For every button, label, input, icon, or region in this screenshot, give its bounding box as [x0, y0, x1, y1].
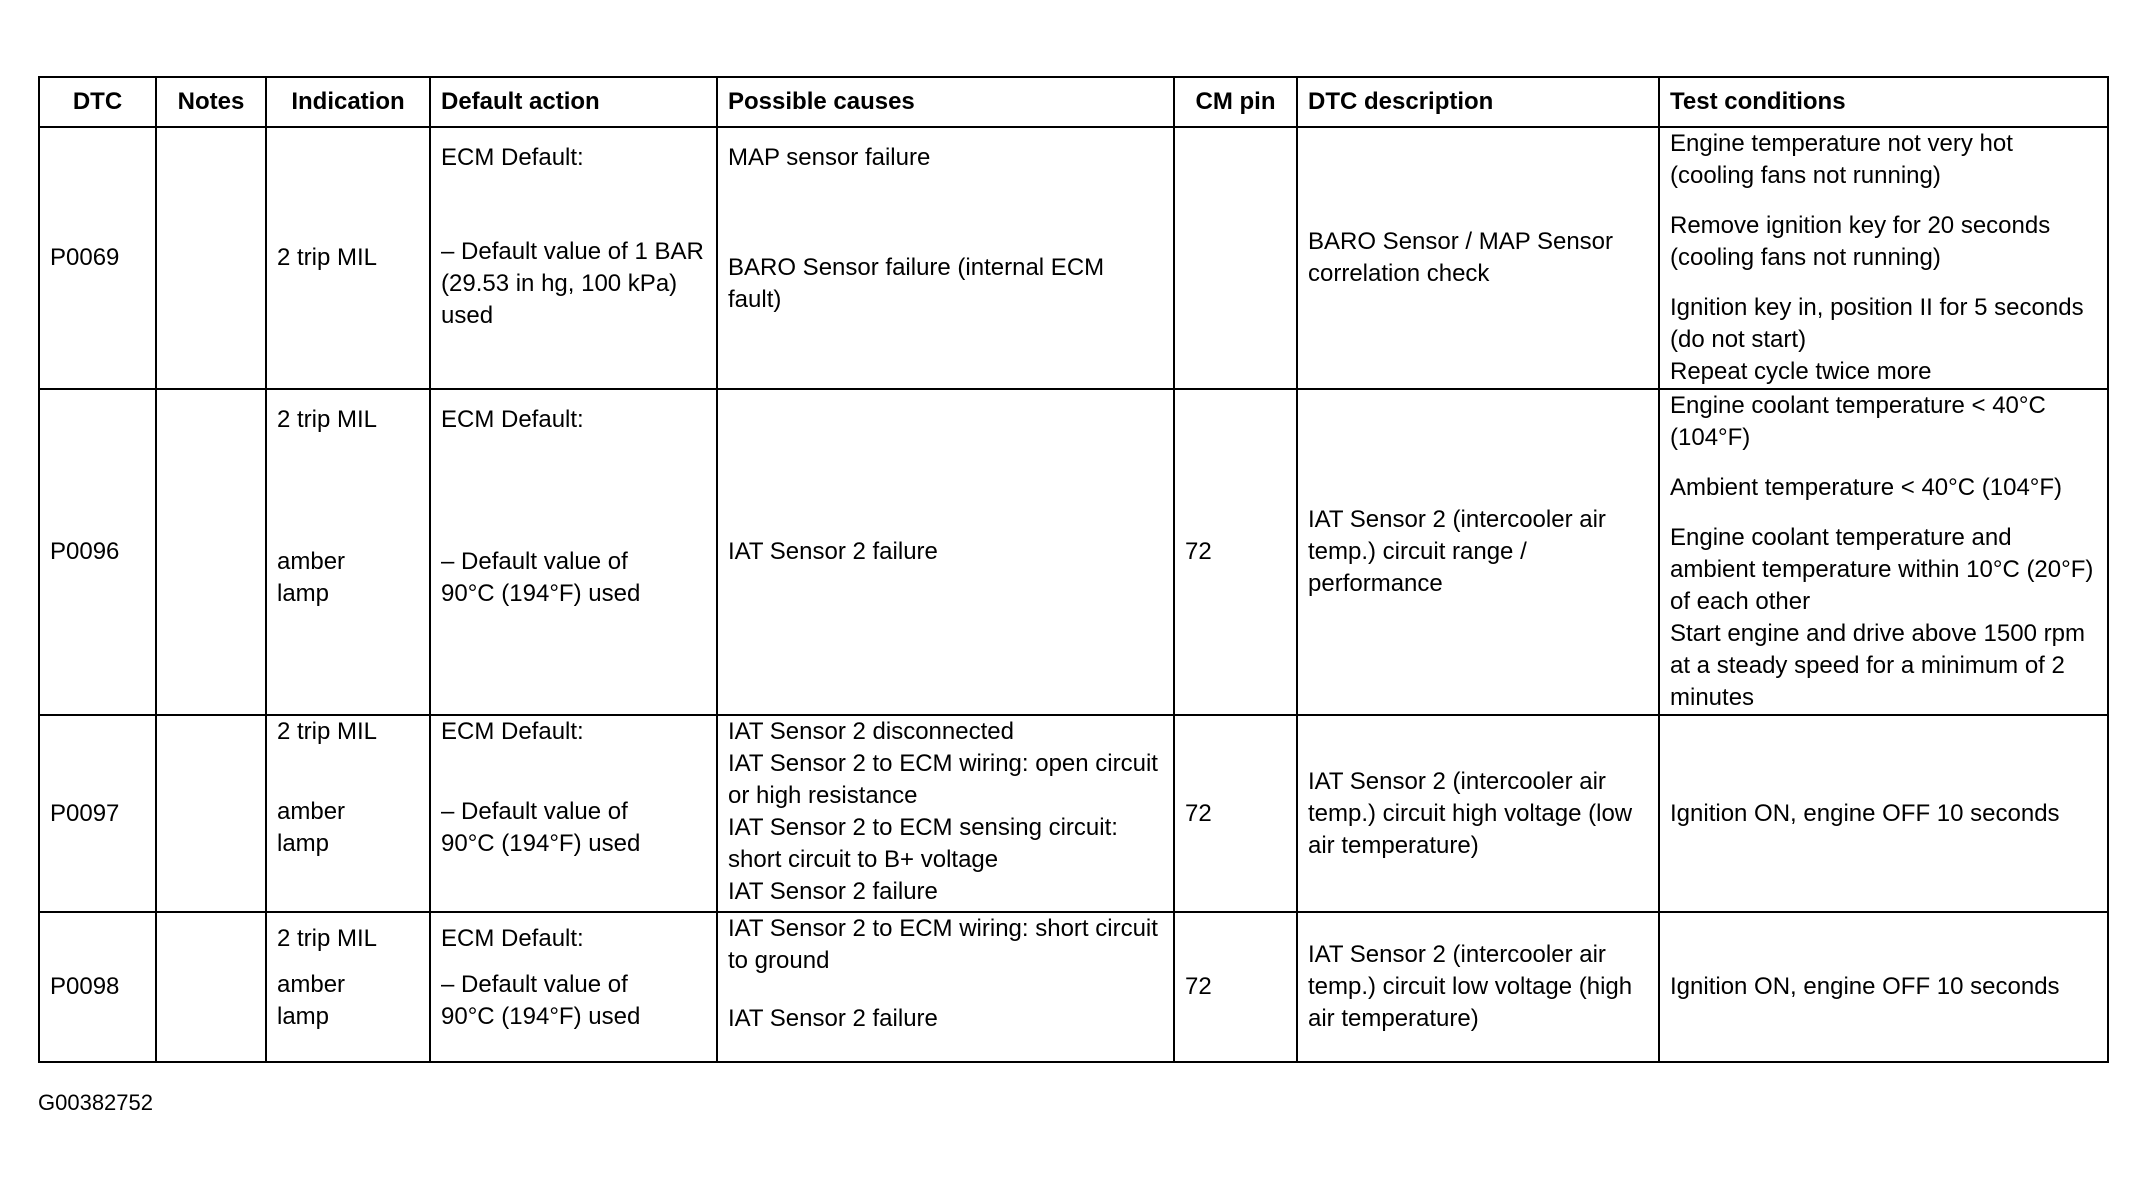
default-action-line: ECM Default: [441, 925, 584, 952]
default-action-cell [430, 912, 717, 1062]
indication-cell [266, 912, 430, 1062]
dtc-code: P0097 [39, 715, 156, 912]
header-test-conditions: Test conditions [1659, 77, 2108, 127]
indication-line: 2 trip MIL [277, 244, 378, 271]
indication-line: 2 trip MIL [277, 718, 378, 745]
table-row [39, 389, 2108, 715]
possible-cause: IAT Sensor 2 to ECM wiring: short circuit to ground [728, 915, 1158, 974]
indication-cell [266, 715, 430, 912]
header-default-action: Default action [430, 77, 717, 127]
test-condition: Ignition ON, engine OFF 10 seconds [1670, 799, 2060, 827]
table-row [39, 715, 2108, 912]
dtc-code: P0096 [39, 389, 156, 715]
dtc-description: IAT Sensor 2 (intercooler air temp.) circuit low voltage (high air temperature) [1297, 912, 1659, 1062]
table-row [39, 127, 2108, 389]
test-conditions-cell [1659, 912, 2108, 1062]
header-dtc-description: DTC description [1297, 77, 1659, 127]
test-condition: Repeat cycle twice more [1670, 358, 1932, 385]
test-condition: Engine temperature not very hot (cooling fans not running) [1670, 130, 2013, 189]
default-action-line: ECM Default: [441, 718, 584, 745]
possible-cause: IAT Sensor 2 failure [728, 878, 938, 905]
header-indication: Indication [266, 77, 430, 127]
test-condition: Engine coolant temperature and ambient temperature within 10°C (20°F) of each other [1670, 524, 2094, 615]
cm-pin-cell: 72 [1174, 389, 1297, 715]
possible-cause: IAT Sensor 2 disconnected [728, 718, 1014, 745]
default-action-line: – Default value of 90°C (194°F) used [441, 798, 641, 857]
cm-pin-cell [1174, 127, 1297, 389]
cm-pin-cell: 72 [1174, 715, 1297, 912]
test-condition: Start engine and drive above 1500 rpm at a steady speed for a minimum of 2 minutes [1670, 620, 2085, 711]
possible-causes-cell [717, 389, 1174, 715]
test-condition: Ignition ON, engine OFF 10 seconds [1670, 973, 2060, 1000]
default-action-line: – Default value of 90°C (194°F) used [441, 548, 641, 607]
indication-line: amber lamp [277, 971, 346, 1030]
possible-cause: IAT Sensor 2 to ECM wiring: open circuit or high resistance [728, 750, 1158, 809]
test-condition: Engine coolant temperature < 40°C (104°F) [1670, 392, 2046, 451]
default-action-line: – Default value of 90°C (194°F) used [441, 971, 641, 1030]
test-condition: Ambient temperature < 40°C (104°F) [1670, 474, 2063, 501]
test-condition: Ignition key in, position II for 5 seconds (do not start) [1670, 294, 2084, 353]
test-conditions-cell [1659, 389, 2108, 715]
dtc-table [38, 76, 2109, 1063]
header-notes: Notes [156, 77, 266, 127]
default-action-line: ECM Default: [441, 144, 584, 171]
default-action-line: – Default value of 1 BAR (29.53 in hg, 100 kPa) used [441, 238, 704, 329]
possible-cause: BARO Sensor failure (internal ECM fault) [728, 254, 1105, 313]
possible-causes-cell [717, 715, 1174, 912]
possible-cause: IAT Sensor 2 failure [728, 1005, 938, 1032]
indication-line: 2 trip MIL [277, 406, 378, 433]
possible-cause: IAT Sensor 2 to ECM sensing circuit: short circuit to B+ voltage [728, 814, 1118, 873]
dtc-code: P0098 [39, 912, 156, 1062]
test-condition: Remove ignition key for 20 seconds (cooling fans not running) [1670, 212, 2051, 271]
header-dtc: DTC [39, 77, 156, 127]
header-possible-causes: Possible causes [717, 77, 1174, 127]
indication-line: amber lamp [277, 548, 346, 607]
table-row [39, 912, 2108, 1062]
default-action-cell [430, 389, 717, 715]
test-conditions-cell [1659, 127, 2108, 389]
dtc-description: IAT Sensor 2 (intercooler air temp.) circuit high voltage (low air temperature) [1297, 715, 1659, 912]
dtc-description: IAT Sensor 2 (intercooler air temp.) circuit range / performance [1297, 389, 1659, 715]
notes-cell [156, 127, 266, 389]
header-cm-pin: CM pin [1174, 77, 1297, 127]
possible-causes-cell [717, 912, 1174, 1062]
figure-code: G00382752 [38, 1090, 153, 1115]
notes-cell [156, 715, 266, 912]
indication-cell [266, 389, 430, 715]
test-conditions-cell [1659, 715, 2108, 912]
possible-cause: IAT Sensor 2 failure [728, 538, 938, 565]
indication-line: amber lamp [277, 798, 346, 857]
indication-line: 2 trip MIL [277, 925, 378, 952]
notes-cell [156, 389, 266, 715]
dtc-code: P0069 [39, 127, 156, 389]
possible-cause: MAP sensor failure [728, 144, 931, 171]
indication-cell [266, 127, 430, 389]
notes-cell [156, 912, 266, 1062]
header-row [39, 77, 2108, 127]
cm-pin-cell: 72 [1174, 912, 1297, 1062]
possible-causes-cell [717, 127, 1174, 389]
default-action-line: ECM Default: [441, 406, 584, 433]
dtc-description: BARO Sensor / MAP Sensor correlation check [1297, 127, 1659, 389]
default-action-cell [430, 127, 717, 389]
default-action-cell [430, 715, 717, 912]
